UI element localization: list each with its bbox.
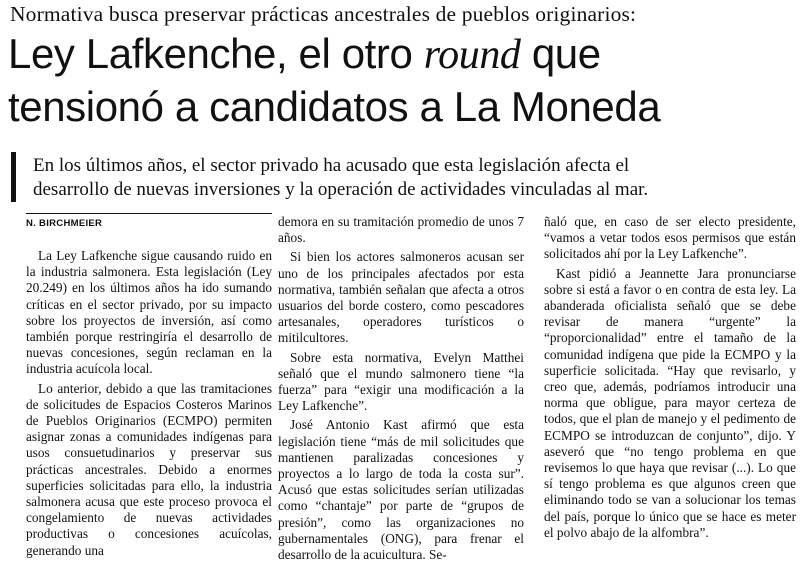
byline: N. BIRCHMEIER (26, 213, 272, 230)
column-2 (278, 214, 524, 563)
deck-rule (11, 152, 16, 202)
deck (33, 154, 803, 202)
column-1 (26, 214, 272, 559)
headline-italic-word: round (423, 32, 521, 78)
deck-line-1: En los últimos años, el sector privado ha acusado que esta legislación afecta el (33, 155, 630, 176)
kicker: Normativa busca preservar prácticas ancestrales de pueblos originarios: (10, 2, 637, 26)
headline (8, 28, 803, 133)
paragraph: José Antonio Kast afirmó que esta legislación tiene “más de mil solicitudes que mantienen paralizadas concesiones y proyectos a lo largo de toda la costa sur”. Acusó que estas solicitudes serían utilizadas como “chantaje” por parte de “grupos de presión”, como las organizaciones no gubernamentales (ONG), para frenar el desarrollo de la acuicultura. Se- (278, 417, 524, 563)
paragraph: La Ley Lafkenche sigue causando ruido en la industria salmonera. Esta legislación (Ley 20.249) en los últimos años ha ido sumando críticas en el sector privado, por su impacto sobre los proyectos de inversión, así como también porque restringiría el desarrollo de nuevas concesiones, según reclaman en la industria acuícola local. (26, 248, 272, 377)
headline-line-1-end: que (520, 30, 601, 77)
headline-line-1 (8, 28, 803, 81)
paragraph-continued: demora en su tramitación promedio de unos 7 años. (278, 214, 524, 246)
paragraph: Kast pidió a Jeannette Jara pronunciarse sobre si está a favor o en contra de esta ley. La abanderada oficialista señaló que se debe revisar de manera “urgente” la “proporcionalidad” entre el tamaño de la comunidad indígena que pide la ECMPO y la superficie solicitada. “Hay que revisarlo, y creo que, además, podríamos introducir una norma que obligue, para mayor certeza de todos, que el plan de manejo y el pedimento de ECMPO se introduzcan de conjunto”, dijo. Y aseveró que “no tengo problema en que revisemos lo que haya que revisar (...). Lo que sí tengo problema es que algunos creen que eliminando todo se van a solucionar los temas del país, porque lo único que se hace es meter el polvo abajo de la alfombra”. (544, 265, 796, 540)
article-columns (22, 214, 803, 563)
deck-line-2: desarrollo de nuevas inversiones y la operación de actividades vinculadas al mar. (33, 179, 649, 200)
column-3 (544, 214, 796, 541)
headline-line-1-start: Ley Lafkenche, el otro (8, 30, 424, 77)
headline-line-2: tensionó a candidatos a La Moneda (8, 83, 661, 130)
paragraph: Si bien los actores salmoneros acusan ser uno de los principales afectados por esta normativa, también señalan que afecta a otros usuarios del borde costero, como pescadores artesanales, operadores turísticos o mitilcultores. (278, 249, 524, 346)
paragraph: Sobre esta normativa, Evelyn Matthei señaló que el mundo salmonero tiene “la fuerza” para “exigir una modificación a la Ley Lafkenche”. (278, 349, 524, 414)
paragraph-continued: ñaló que, en caso de ser electo presidente, “vamos a vetar todos esos permisos que están solicitados ahí por la Ley Lafkenche”. (544, 214, 796, 262)
paragraph: Lo anterior, debido a que las tramitaciones de solicitudes de Espacios Costeros Marinos de Pueblos Originarios (ECMPO) permiten asignar zonas a comunidades indígenas para usos consuetudinarios y preservar sus prácticas ancestrales. Debido a enormes superficies solicitadas para ello, la industria salmonera acusa que este proceso provoca el congelamiento de nuevas actividades productivas o concesiones acuícolas, generando una (26, 380, 272, 558)
